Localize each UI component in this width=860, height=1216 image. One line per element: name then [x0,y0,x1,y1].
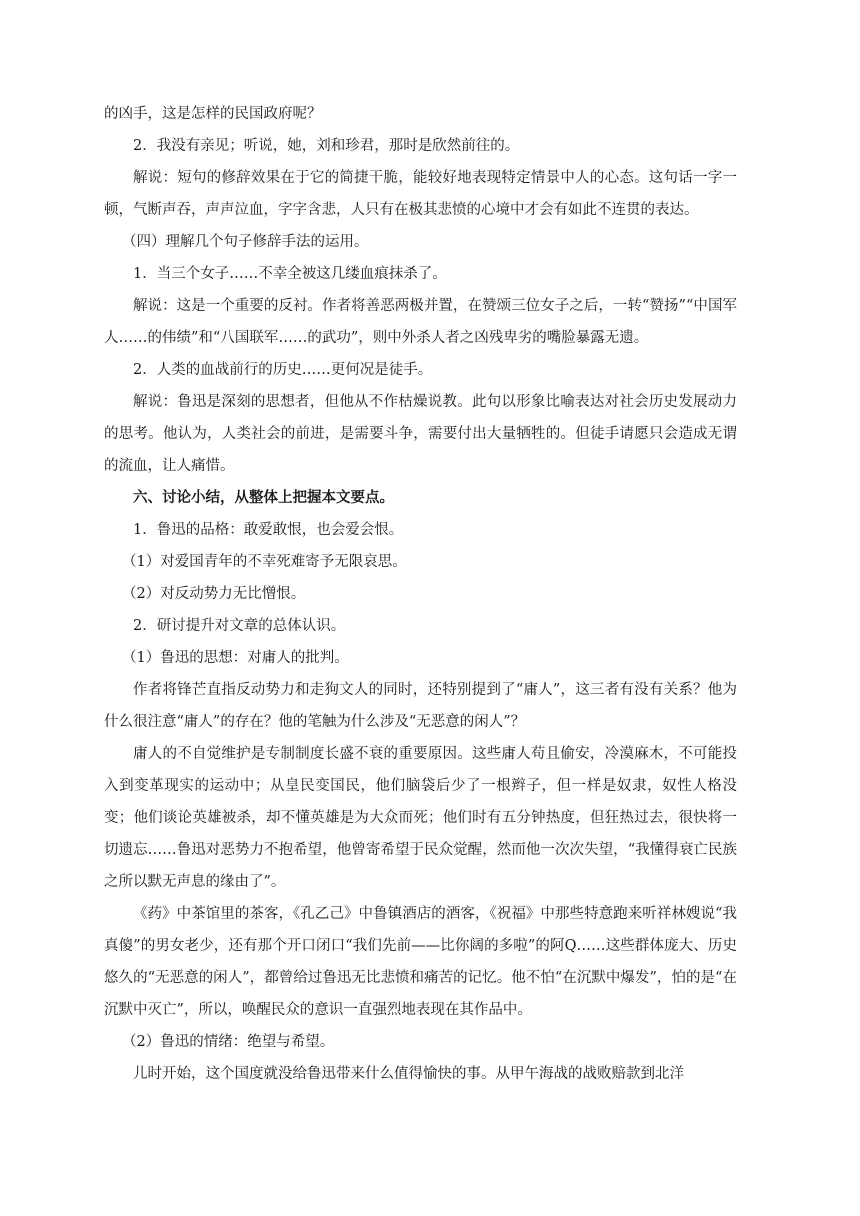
paragraph: 2．人类的血战前行的历史……更何况是徒手。 [133,362,433,378]
paragraph: 解说：短句的修辞效果在于它的简捷干脆，能较好地表现特定情景中人的心态。这句话一字一顿，气断声吞，声声泣血，字字含悲，人只有在极其悲愤的心境中才会有如此不连贯的表达。 [104,170,737,218]
paragraph: （四）理解几个句子修辞手法的运用。 [122,234,369,250]
paragraph: 解说：鲁迅是深刻的思想者，但他从不作枯燥说教。此句以形象比喻表达对社会历史发展动力的思考。他认为，人类社会的前进，是需要斗争，需要付出大量牺牲的。但徒手请愿只会造成无谓的流血，让人痛惜。 [104,394,737,474]
paragraph: （1）鲁迅的思想：对庸人的批判。 [122,650,349,666]
paragraph: 2．我没有亲见；听说，她，刘和珍君，那时是欣然前往的。 [133,138,520,154]
paragraph: （2）鲁迅的情绪：绝望与希望。 [122,1034,335,1050]
paragraph: 2．研讨提升对文章的总体认识。 [133,618,346,634]
paragraph: 《药》中茶馆里的茶客，《孔乙己》中鲁镇酒店的酒客，《祝福》中那些特意跑来听祥林嫂说“我真傻”的男女老少，还有那个开口闭口“我们先前——比你阔的多啦”的阿Q……这些群体庞大、历史悠久的“无恶意的闲人”，都曾给过鲁迅无比悲愤和痛苦的记忆。他不怕“在沉默中爆发”，怕的是“在沉默中灭亡”，所以，唤醒民众的意识一直强烈地表现在其作品中。 [104,906,737,1018]
paragraph: 儿时开始，这个国度就没给鲁迅带来什么值得愉快的事。从甲午海战的战败赔款到北洋 [133,1066,684,1082]
paragraph: （1）对爱国青年的不幸死难寄予无限哀思。 [122,554,407,570]
paragraph: 1．当三个女子……不幸全被这几缕血痕抹杀了。 [133,266,447,282]
paragraph: 的凶手，这是怎样的民国政府呢？ [104,106,322,122]
paragraph: 庸人的不自觉维护是专制制度长盛不衰的重要原因。这些庸人苟且偷安，冷漠麻木，不可能投入到变革现实的运动中；从皇民变国民，他们脑袋后少了一根辫子，但一样是奴隶，奴性人格没变；他们谈论英雄被杀，却不懂英雄是为大众而死；他们时有五分钟热度，但狂热过去，很快将一切遗忘……鲁迅对恶势力不抱希望，他曾寄希望于民众觉醒，然而他一次次失望，“我懂得衰亡民族之所以默无声息的缘由了”。 [104,746,737,890]
paragraph: 1．鲁迅的品格：敢爱敢恨，也会爱会恨。 [133,522,404,538]
paragraph: 解说：这是一个重要的反衬。作者将善恶两极并置，在赞颂三位女子之后，一转“赞扬”“中国军人……的伟绩”和“八国联军……的武功”，则中外杀人者之凶残卑劣的嘴脸暴露无遗。 [104,298,737,346]
paragraph: 作者将锋芒直指反动势力和走狗文人的同时，还特别提到了“庸人”，这三者有没有关系？他为什么很注意“庸人”的存在？他的笔触为什么涉及“无恶意的闲人”？ [104,682,737,730]
document-body [104,98,737,1090]
paragraph: （2）对反动势力无比憎恨。 [122,586,306,602]
section-heading: 六、讨论小结，从整体上把握本文要点。 [133,489,394,506]
